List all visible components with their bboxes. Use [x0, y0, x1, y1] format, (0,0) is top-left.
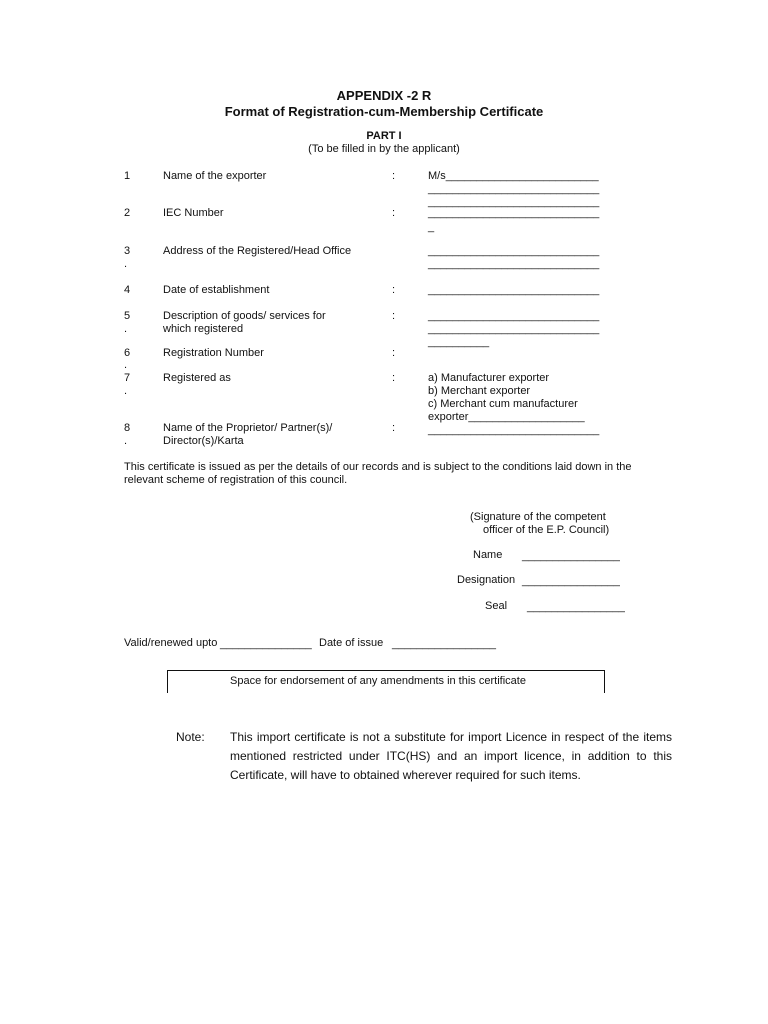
- row-colon: :: [392, 422, 396, 434]
- row-colon: :: [392, 170, 396, 182]
- value-line[interactable]: ____________________________: [428, 258, 600, 270]
- value-line[interactable]: ____________________________: [428, 207, 600, 219]
- seal-label: Seal: [485, 600, 508, 612]
- value-line[interactable]: ____________________________: [428, 196, 600, 208]
- document-title: APPENDIX -2 R: [336, 88, 432, 103]
- name-field[interactable]: ________________: [522, 550, 620, 562]
- part-note: (To be filled in by the applicant): [308, 143, 460, 155]
- row-number: 7: [124, 372, 131, 384]
- row-label: Date of establishment: [163, 284, 270, 296]
- row-number: 4: [124, 284, 131, 296]
- signature-caption-line2: officer of the E.P. Council): [483, 524, 610, 536]
- row-label: Name of the exporter: [163, 170, 267, 182]
- option-merchant-cum-manufacturer[interactable]: c) Merchant cum manufacturer: [428, 398, 578, 410]
- signature-caption-line1: (Signature of the competent: [470, 511, 606, 523]
- row-colon: :: [392, 284, 396, 296]
- row-number-dot: .: [124, 323, 128, 335]
- valid-upto-label: Valid/renewed upto: [124, 637, 218, 649]
- row-label-line2: which registered: [163, 323, 244, 335]
- endorsement-caption: Space for endorsement of any amendments in this certificate: [230, 675, 526, 687]
- row-number: 1: [124, 170, 131, 182]
- row-colon: :: [392, 310, 396, 322]
- row-label: Registered as: [163, 372, 231, 384]
- name-label: Name: [473, 549, 503, 561]
- document-subtitle: Format of Registration-cum-Membership Certificate: [224, 104, 544, 119]
- row-number: 5: [124, 310, 131, 322]
- row-colon: :: [392, 347, 396, 359]
- date-of-issue-field[interactable]: _________________: [392, 638, 497, 650]
- value-line[interactable]: _: [428, 221, 435, 233]
- option-manufacturer-exporter[interactable]: a) Manufacturer exporter: [428, 372, 550, 384]
- option-merchant-cum-manufacturer-cont[interactable]: exporter___________________: [428, 411, 585, 423]
- value-line[interactable]: __________: [428, 336, 490, 348]
- designation-label: Designation: [457, 574, 516, 586]
- row-label: Address of the Registered/Head Office: [163, 245, 352, 257]
- value-line[interactable]: ____________________________: [428, 183, 600, 195]
- row-number: 2: [124, 207, 131, 219]
- value-line[interactable]: ____________________________: [428, 284, 600, 296]
- certificate-statement: This certificate is issued as per the details of our records and is subject to the conditions laid down in the relevant scheme of registration of this council.: [124, 461, 632, 486]
- row-number-dot: .: [124, 385, 128, 397]
- value-line[interactable]: ____________________________: [428, 323, 600, 335]
- row-number-dot: .: [124, 258, 128, 270]
- value-line[interactable]: ____________________________: [428, 245, 600, 257]
- row-label: Description of goods/ services for: [163, 310, 326, 322]
- row-number-dot: .: [124, 435, 128, 447]
- note-label: Note:: [176, 730, 205, 744]
- valid-upto-field[interactable]: _______________: [220, 638, 312, 650]
- row-number: 3: [124, 245, 131, 257]
- date-of-issue-label: Date of issue: [319, 637, 384, 649]
- row-number-dot: .: [124, 359, 128, 371]
- row-colon: :: [392, 372, 396, 384]
- note-text: This import certificate is not a substitute for import Licence in respect of the items mentioned restricted under ITC(HS) and an import licence, in addition to this Certificate, will have to obtained wherever required for such items.: [230, 730, 672, 782]
- value-line[interactable]: ____________________________: [428, 424, 600, 436]
- row-number: 8: [124, 422, 131, 434]
- designation-field[interactable]: ________________: [522, 575, 620, 587]
- row-label: Name of the Proprietor/ Partner(s)/: [163, 422, 333, 434]
- row-label: IEC Number: [163, 207, 224, 219]
- value-line[interactable]: M/s_________________________: [428, 170, 599, 182]
- part-heading: PART I: [366, 130, 402, 142]
- value-line[interactable]: ____________________________: [428, 310, 600, 322]
- row-colon: :: [392, 207, 396, 219]
- option-merchant-exporter[interactable]: b) Merchant exporter: [428, 385, 531, 397]
- row-number: 6: [124, 347, 131, 359]
- row-label-line2: Director(s)/Karta: [163, 435, 244, 447]
- row-label: Registration Number: [163, 347, 264, 359]
- seal-field[interactable]: ________________: [527, 601, 625, 613]
